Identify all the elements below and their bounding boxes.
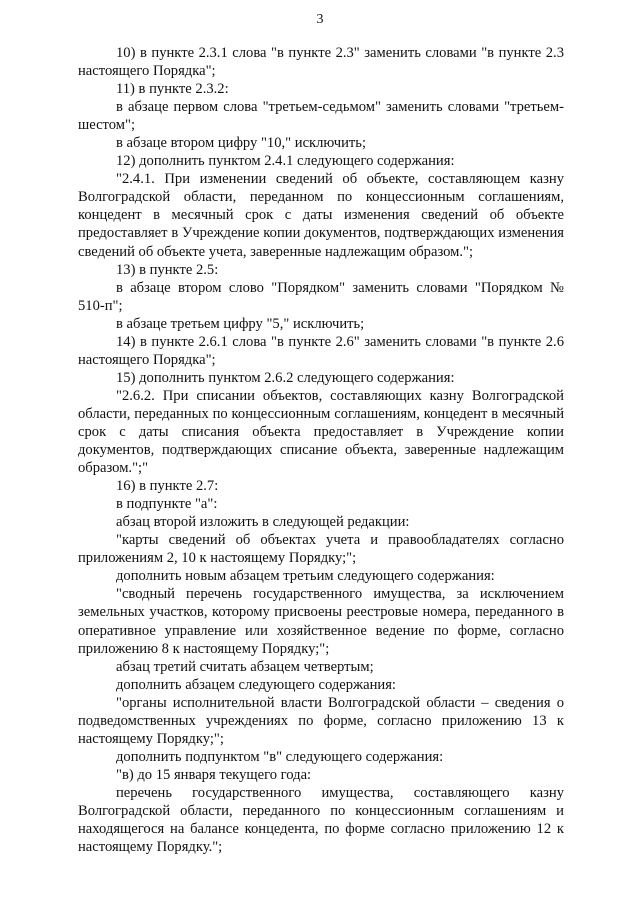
paragraph-16-renumber-note: абзац третий считать абзацем четвертым;: [116, 658, 374, 675]
paragraph-14: 14) в пункте 2.6.1 слова "в пункте 2.6" заменить словами "в пункте 2.6 настоящего Порядка";: [78, 333, 564, 368]
paragraph-13: 13) в пункте 2.5:: [116, 261, 219, 278]
paragraph-12-quote: "2.4.1. При изменении сведений об объекте, составляющем казну Волгоградской области, переданном по концессионным соглашениям, концедент в месячный срок с даты изменения сведений об объекте предоставляет в Учреждение копии документов, подтверждающих изменения сведений об объекте учета, заверенные надлежащим образом.";: [78, 171, 564, 260]
paragraph-12: 12) дополнить пунктом 2.4.1 следующего содержания:: [116, 153, 455, 170]
paragraph-16-subpoint-v-list: перечень государственного имущества, составляющего казну Волгоградской области, переданного по концессионным соглашениям и находящегося на балансе концедента, по форме согласно приложению 12 к настоящему Порядку.";: [78, 784, 564, 856]
paragraph-16-add-subparagraph: дополнить абзацем следующего содержания:: [116, 676, 396, 693]
paragraph-16-new-third-subparagraph-quote: "сводный перечень государственного имущества, за исключением земельных участков, которому присвоены реестровые номера, переданного в оперативное управление или хозяйственное ведение по форме, согласно приложению 8 к настоящему Порядку;";: [78, 586, 564, 657]
paragraph-11-second-subparagraph: в абзаце втором цифру "10," исключить;: [116, 135, 367, 152]
page-number: 3: [316, 12, 324, 27]
paragraph-10: 10) в пункте 2.3.1 слова "в пункте 2.3" заменить словами "в пункте 2.3 настоящего Порядка";: [78, 45, 564, 80]
paragraph-16-subpoint-a: в подпункте "а":: [116, 496, 218, 513]
paragraph-16-second-subparagraph: абзац второй изложить в следующей редакции:: [116, 514, 410, 531]
paragraph-16-new-third-subparagraph: дополнить новым абзацем третьим следующего содержания:: [116, 568, 495, 585]
paragraph-16: 16) в пункте 2.7:: [116, 478, 219, 495]
paragraph-16-subpoint-v-date: "в) до 15 января текущего года:: [116, 766, 312, 783]
paragraph-13-third-subparagraph: в абзаце третьем цифру "5," исключить;: [116, 315, 365, 332]
paragraph-15-quote: "2.6.2. При списании объектов, составляющих казну Волгоградской области, переданных по концессионным соглашениям, концедент в месячный срок с даты списания объекта предоставляет в Учреждение копии документов, подтверждающих списание объекта, заверенные надлежащим образом.";": [78, 387, 564, 477]
document-body: [78, 44, 564, 856]
paragraph-11: 11) в пункте 2.3.2:: [116, 81, 229, 98]
paragraph-15: 15) дополнить пунктом 2.6.2 следующего содержания:: [116, 369, 455, 386]
paragraph-16-subpoint-v: дополнить подпунктом "в" следующего содержания:: [116, 748, 444, 765]
paragraph-11-first-subparagraph: в абзаце первом слова "третьем-седьмом" заменить словами "третьем-шестом";: [78, 99, 564, 134]
paragraph-16-second-subparagraph-quote: "карты сведений об объектах учета и правообладателях согласно приложениям 2, 10 к настоящему Порядку;";: [78, 532, 564, 567]
paragraph-16-add-subparagraph-quote: "органы исполнительной власти Волгоградской области – сведения о подведомственных учреждениях по форме, согласно приложению 13 к настоящему Порядку;";: [78, 694, 564, 747]
paragraph-13-second-subparagraph: в абзаце втором слово "Порядком" заменить словами "Порядком № 510-п";: [78, 279, 564, 314]
